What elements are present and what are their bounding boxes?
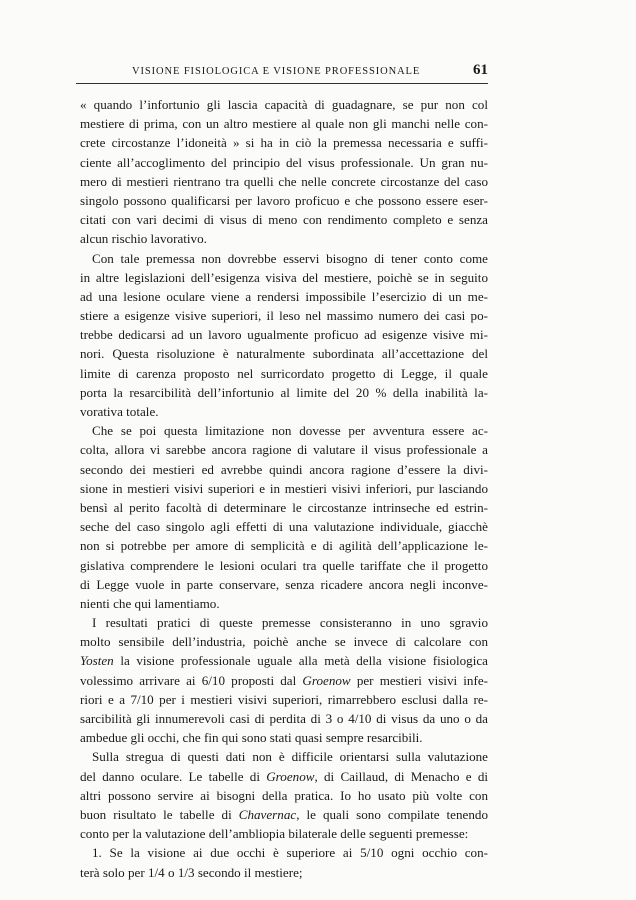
text-line: limite di carenza proposto nel surricordato progetto di Legge, il quale	[80, 365, 488, 381]
text-line: Con tale premessa non dovrebbe esservi bisogno di tener conto come	[92, 250, 488, 266]
text-line: molto sensibile dell’industria, poichè anche se invece di calcolare con	[80, 634, 488, 650]
text-line: Yosten la visione professionale uguale alla metà della visione fisiologica	[80, 653, 488, 669]
text-line: nori. Questa risoluzione è naturalmente subordinata all’accettazione del	[80, 346, 488, 362]
paragraph	[80, 249, 488, 422]
text-line: del danno oculare. Le tabelle di Groenow, di Caillaud, di Menacho e di	[80, 768, 489, 784]
text-line: mestiere di prima, con un altro mestiere al quale non gli manchi nelle con-	[80, 116, 488, 132]
running-title: VISIONE FISIOLOGICA E VISIONE PROFESSIONALE	[132, 66, 421, 77]
page-number: 61	[473, 62, 488, 78]
text-line: gislativa comprendere le lesioni oculari tra quelle tariffate che il progetto	[80, 557, 488, 573]
text-line: riori e a 7/10 per i mestieri visivi superiori, rimarrebbero esclusi dalla re-	[80, 691, 488, 707]
text-line: secondo dei mestieri ed avrebbe quindi ancora ragione d’essere la divi-	[80, 461, 488, 477]
paragraph	[80, 421, 488, 613]
italic-name: Groenow	[266, 768, 315, 784]
text-line: citati con vari decimi di visus di meno con rendimento completo e senza	[80, 212, 488, 228]
paragraph	[80, 613, 488, 747]
paragraph	[80, 747, 488, 843]
paragraph	[80, 843, 488, 881]
text-line: di Legge vuole in parte conservare, senza ricadere ancora negli inconve-	[80, 576, 488, 592]
text-line: crete circostanze l’idoneità » si ha in ciò la premessa necessaria e suffi-	[80, 135, 488, 151]
text-line: altri possono servire ai bisogni della pratica. Io ho usato più volte con	[80, 787, 488, 803]
text-line: buon risultato le tabelle di Chavernac, le quali sono compilate tenendo	[80, 806, 488, 822]
text-line: sarcibilità gli innumerevoli casi di perdita di 3 o 4/10 di visus da uno o da	[80, 711, 488, 726]
italic-name: Groenow	[302, 672, 351, 688]
text-line: trebbe dedicarsi ad un lavoro ugualmente proficuo ad esigenze visive mi-	[80, 327, 488, 343]
text-line: porta la resarcibilità dell’infortunio al limite del 20 % della inabilità la-	[80, 384, 488, 400]
text-line: nienti che qui lamentiamo.	[80, 595, 220, 611]
italic-name: Chavernac	[238, 806, 297, 822]
text-line: singolo possono qualificarsi per lavoro proficuo e che possono essere eser-	[80, 192, 488, 208]
text-line: 1. Se la visione ai due occhi è superiore ai 5/10 ogni occhio con-	[92, 845, 488, 861]
text-line: ciente all’accoglimento del principio del visus professionale. Un gran nu-	[80, 154, 488, 170]
text-line: alcun rischio lavorativo.	[80, 231, 207, 247]
text-line: mero di mestieri rientrano tra quelli che nelle concrete circostanze del caso	[80, 173, 488, 189]
text-line: ambedue gli occhi, che fin qui sono stati quasi sempre resarcibili.	[80, 730, 423, 746]
italic-name: Yosten	[80, 653, 114, 669]
page-header	[76, 64, 488, 84]
text-line: Sulla stregua di questi dati non è difficile orientarsi sulla valutazione	[92, 749, 488, 765]
text-line: terà solo per 1/4 o 1/3 secondo il mestiere;	[80, 864, 303, 880]
text-line: vorativa totale.	[80, 404, 159, 419]
text-line: « quando l’infortunio gli lascia capacità di guadagnare, se pur non col	[80, 97, 488, 112]
header-rule	[76, 83, 488, 84]
paragraph	[80, 95, 488, 249]
text-line: I resultati pratici di queste premesse consisteranno in uno sgravio	[92, 615, 488, 631]
text-line: in altre legislazioni dell’esigenza visiva del mestiere, poichè se in seguito	[80, 269, 488, 285]
text-line: conto per la valutazione dell’ambliopia bilaterale delle seguenti premesse:	[80, 826, 469, 842]
text-line: bensì al perito facoltà di determinare le circostanze intrinseche ed estrin-	[80, 499, 488, 515]
text-line: non si potrebbe per amore di semplicità e di agilità dell’applicazione le-	[80, 538, 488, 554]
text-line: Che se poi questa limitazione non dovesse per avventura essere ac-	[92, 423, 488, 439]
text-line: stiere a esigenze visive superiori, il leso nel massimo numero dei casi po-	[80, 308, 488, 324]
text-line: colta, allora vi sarebbe ancora ragione di valutare il visus professionale a	[80, 442, 488, 458]
text-line: sione in mestieri visivi superiori e in mestieri visivi inferiori, pur lasciando	[80, 480, 488, 496]
body-text	[80, 95, 488, 882]
text-line: volessimo arrivare ai 6/10 proposti dal Groenow per mestieri visivi infe-	[80, 672, 488, 688]
text-line: seche del caso singolo agli effetti di una valutazione individuale, giacchè	[80, 519, 488, 535]
text-line: ad una lesione oculare viene a rendersi impossibile l’esercizio di un me-	[80, 288, 488, 304]
